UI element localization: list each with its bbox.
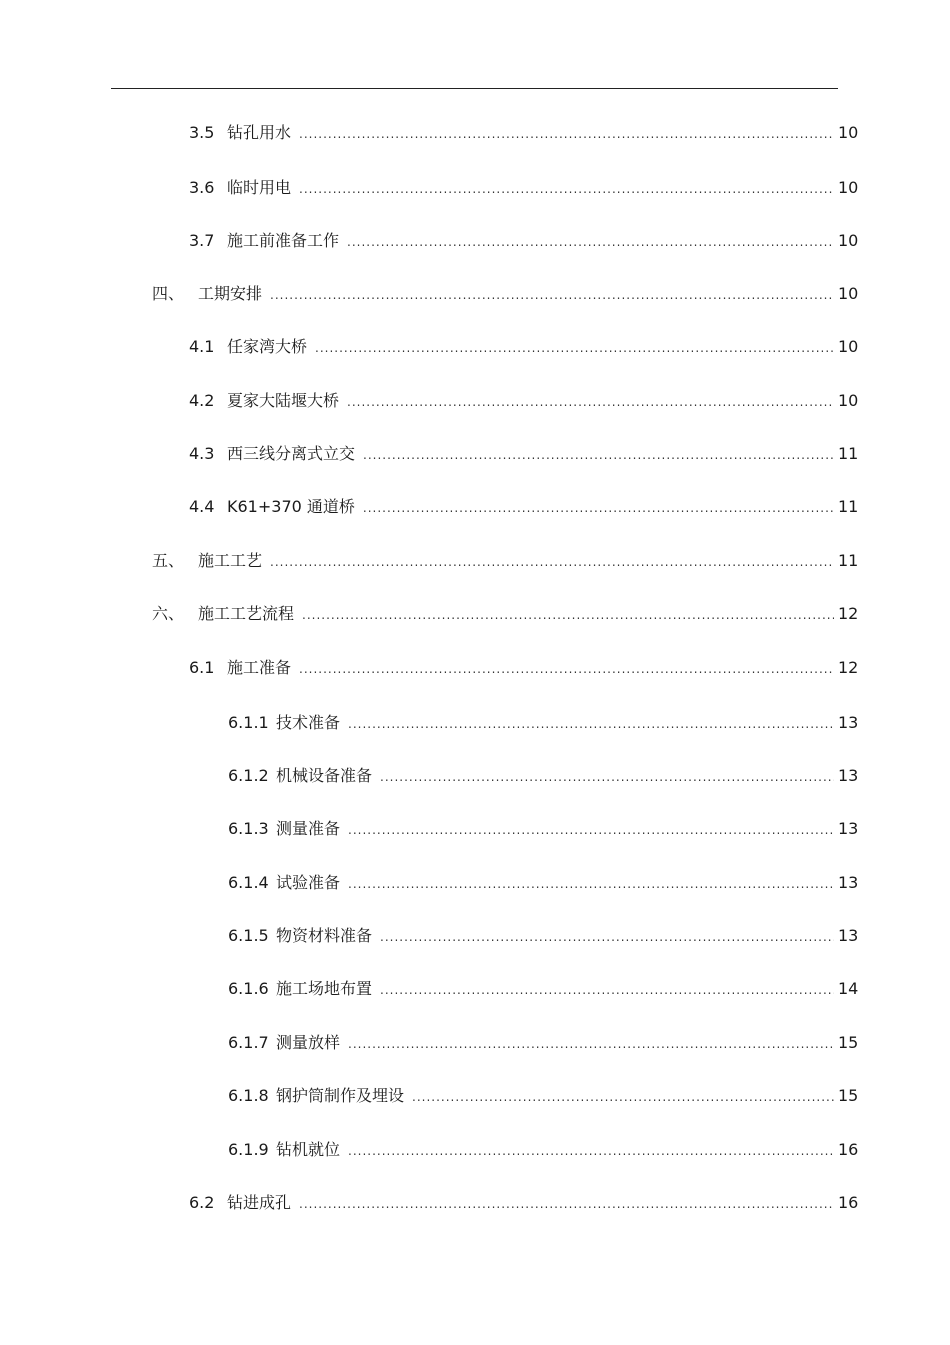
toc-entry-title: 任家湾大桥	[227, 337, 308, 356]
toc-entry[interactable]	[189, 1192, 858, 1214]
toc-entry[interactable]	[189, 177, 858, 199]
toc-entry-page: 12	[838, 658, 859, 677]
toc-dot-leader	[380, 766, 834, 788]
toc-dot-leader	[347, 231, 834, 253]
toc-entry-page: 10	[838, 178, 859, 197]
toc-entry-title: 工期安排	[198, 284, 263, 303]
toc-dot-leader	[299, 178, 834, 200]
toc-entry-page: 13	[838, 819, 859, 838]
toc-entry-title: 施工场地布置	[276, 979, 373, 998]
toc-dot-leader	[299, 123, 834, 145]
toc-dot-leader	[302, 604, 834, 626]
toc-entry[interactable]	[228, 1085, 858, 1107]
toc-dot-leader	[363, 444, 834, 466]
toc-entry-number: 五、	[152, 551, 185, 570]
toc-entry[interactable]	[228, 978, 858, 1000]
toc-entry-title: 施工前准备工作	[227, 231, 340, 250]
toc-entry-number: 6.1.7	[228, 1033, 269, 1052]
toc-entry-number: 6.1.2	[228, 766, 269, 785]
toc-entry-page: 16	[838, 1140, 859, 1159]
toc-entry[interactable]	[189, 336, 858, 358]
toc-entry[interactable]	[228, 765, 858, 787]
toc-entry-page: 15	[838, 1086, 859, 1105]
toc-entry-number: 6.1.5	[228, 926, 269, 945]
toc-entry-title: 施工准备	[227, 658, 292, 677]
toc-entry[interactable]	[152, 283, 858, 305]
toc-entry-title: K61+370 通道桥	[227, 497, 355, 516]
toc-entry-number: 6.1.9	[228, 1140, 269, 1159]
toc-entry[interactable]	[189, 496, 858, 518]
toc-dot-leader	[299, 1193, 834, 1215]
toc-entry-page: 10	[838, 284, 859, 303]
toc-entry-number: 6.2	[189, 1193, 215, 1212]
toc-entry-number: 6.1.8	[228, 1086, 269, 1105]
toc-dot-leader	[348, 1140, 834, 1162]
toc-dot-leader	[348, 1033, 834, 1055]
toc-entry-page: 15	[838, 1033, 859, 1052]
toc-entry-page: 16	[838, 1193, 859, 1212]
toc-entry-title: 临时用电	[227, 178, 292, 197]
toc-entry-page: 13	[838, 713, 859, 732]
toc-dot-leader	[347, 391, 834, 413]
toc-dot-leader	[315, 337, 834, 359]
toc-entry-title: 技术准备	[276, 713, 341, 732]
toc-entry[interactable]	[228, 1139, 858, 1161]
toc-entry[interactable]	[189, 443, 858, 465]
toc-entry-number: 6.1.1	[228, 713, 269, 732]
toc-entry-page: 13	[838, 926, 859, 945]
toc-entry-number: 4.3	[189, 444, 215, 463]
toc-entry-title: 钻机就位	[276, 1140, 341, 1159]
toc-entry-page: 13	[838, 766, 859, 785]
toc-entry-page: 12	[838, 604, 859, 623]
toc-dot-leader	[363, 497, 834, 519]
toc-entry-title: 施工工艺	[198, 551, 263, 570]
toc-entry[interactable]	[228, 925, 858, 947]
toc-entry-page: 11	[838, 497, 859, 516]
toc-entry[interactable]	[228, 872, 858, 894]
toc-entry-title: 钻进成孔	[227, 1193, 292, 1212]
toc-dot-leader	[270, 284, 834, 306]
toc-dot-leader	[380, 979, 834, 1001]
toc-entry-number: 4.2	[189, 391, 215, 410]
toc-entry-number: 3.6	[189, 178, 215, 197]
toc-entry-number: 3.5	[189, 123, 215, 142]
toc-entry-title: 物资材料准备	[276, 926, 373, 945]
toc-dot-leader	[270, 551, 834, 573]
toc-entry-number: 3.7	[189, 231, 215, 250]
toc-entry-page: 10	[838, 391, 859, 410]
toc-dot-leader	[348, 819, 834, 841]
toc-entry-title: 夏家大陆堰大桥	[227, 391, 340, 410]
toc-entry-title: 钢护筒制作及埋设	[276, 1086, 405, 1105]
toc-entry-page: 10	[838, 337, 859, 356]
toc-entry[interactable]	[189, 657, 858, 679]
toc-entry-page: 10	[838, 231, 859, 250]
toc-dot-leader	[348, 873, 834, 895]
toc-entry-title: 测量准备	[276, 819, 341, 838]
toc-entry-number: 4.1	[189, 337, 215, 356]
toc-entry-title: 试验准备	[276, 873, 341, 892]
toc-entry[interactable]	[152, 550, 858, 572]
toc-dot-leader	[299, 658, 834, 680]
toc-entry[interactable]	[228, 1032, 858, 1054]
toc-entry-title: 机械设备准备	[276, 766, 373, 785]
toc-entry-page: 13	[838, 873, 859, 892]
toc-entry-page: 11	[838, 444, 859, 463]
toc-entry-title: 施工工艺流程	[198, 604, 295, 623]
toc-entry[interactable]	[189, 122, 858, 144]
toc-entry[interactable]	[189, 390, 858, 412]
toc-entry[interactable]	[228, 818, 858, 840]
toc-dot-leader	[348, 713, 834, 735]
header-rule	[111, 88, 838, 89]
toc-dot-leader	[412, 1086, 834, 1108]
toc-entry-page: 11	[838, 551, 859, 570]
toc-entry-title: 钻孔用水	[227, 123, 292, 142]
toc-entry[interactable]	[228, 712, 858, 734]
toc-entry-number: 6.1	[189, 658, 215, 677]
toc-entry-number: 六、	[152, 604, 185, 623]
toc-dot-leader	[380, 926, 834, 948]
toc-entry-number: 4.4	[189, 497, 215, 516]
toc-entry-page: 10	[838, 123, 859, 142]
toc-entry-number: 6.1.4	[228, 873, 269, 892]
toc-entry[interactable]	[189, 230, 858, 252]
toc-entry-number: 四、	[152, 284, 185, 303]
toc-entry-page: 14	[838, 979, 859, 998]
toc-entry-number: 6.1.6	[228, 979, 269, 998]
toc-entry-title: 测量放样	[276, 1033, 341, 1052]
toc-entry[interactable]	[152, 603, 858, 625]
toc-entry-number: 6.1.3	[228, 819, 269, 838]
toc-entry-title: 西三线分离式立交	[227, 444, 356, 463]
